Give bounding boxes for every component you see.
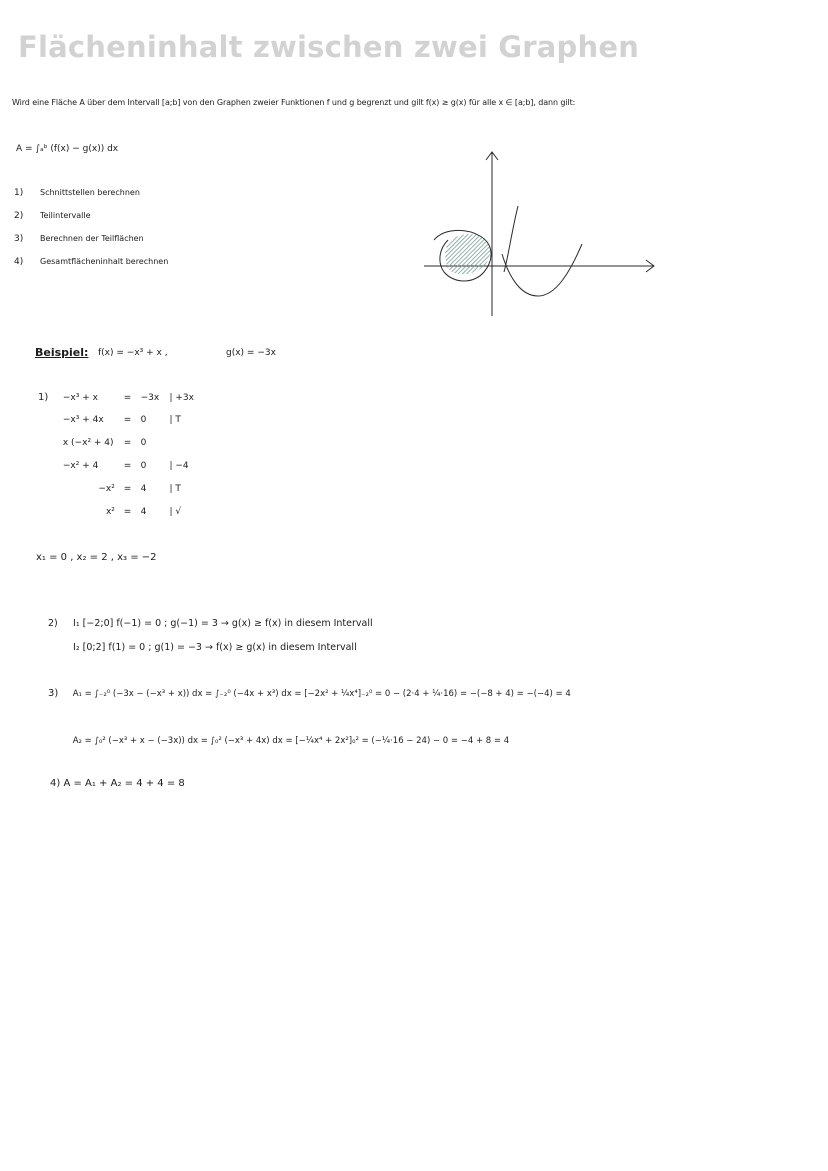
equation-eq: = bbox=[123, 415, 132, 425]
equation-eq: = bbox=[123, 484, 132, 494]
solution-steps bbox=[38, 392, 194, 530]
parabola-curve bbox=[502, 244, 582, 296]
equation-op: | −4 bbox=[169, 461, 189, 471]
interval-text: I₂ [0;2] f(1) = 0 ; g(1) = −3 → f(x) ≥ g(x) in diesem Intervall bbox=[73, 642, 357, 653]
interval-analysis bbox=[48, 618, 373, 666]
example-f: f(x) = −x³ + x , bbox=[98, 348, 168, 358]
step-number: 3) bbox=[48, 688, 59, 699]
equation-line bbox=[38, 415, 194, 438]
list-item bbox=[14, 188, 168, 211]
hatched-area bbox=[445, 234, 490, 274]
equation-lhs: x² bbox=[105, 507, 115, 517]
step-text: Gesamtflächeninhalt berechnen bbox=[40, 257, 169, 266]
function-graph bbox=[418, 148, 658, 320]
list-item bbox=[14, 234, 168, 257]
equation-lhs: −x³ + x bbox=[62, 393, 98, 403]
step-number: 1) bbox=[14, 188, 24, 198]
interval-text: I₁ [−2;0] f(−1) = 0 ; g(−1) = 3 → g(x) ≥ f(x) in diesem Intervall bbox=[73, 618, 373, 629]
interval-line bbox=[48, 642, 373, 666]
equation-rhs: −3x bbox=[140, 393, 160, 403]
equation-eq: = bbox=[123, 507, 132, 517]
example-g: g(x) = −3x bbox=[226, 348, 276, 358]
equation-rhs: 4 bbox=[140, 507, 147, 517]
equation-line bbox=[38, 461, 194, 484]
equation-rhs: 4 bbox=[140, 484, 147, 494]
steep-curve bbox=[504, 206, 518, 272]
equation-eq: = bbox=[123, 461, 132, 471]
integral-text: A₁ = ∫₋₂⁰ (−3x − (−x³ + x)) dx = ∫₋₂⁰ (−4x + x³) dx = [−2x² + ¼x⁴]₋₂⁰ = 0 − (2·4 + ¼·16) = −(−8 + 4) = −(−4) = 4 bbox=[72, 689, 571, 699]
step-text: Berechnen der Teilflächen bbox=[40, 234, 144, 243]
total-area: 4) A = A₁ + A₂ = 4 + 4 = 8 bbox=[50, 778, 185, 789]
equation-op: | T bbox=[169, 484, 181, 494]
integral-a1 bbox=[48, 688, 571, 699]
step-number: 3) bbox=[14, 234, 24, 244]
step-number: 4) bbox=[14, 257, 24, 267]
list-item bbox=[14, 257, 168, 280]
interval-line bbox=[48, 618, 373, 642]
integral-text: A₂ = ∫₀² (−x³ + x − (−3x)) dx = ∫₀² (−x³ + 4x) dx = [−¼x⁴ + 2x²]₀² = (−¼·16 − 24) − 0 = −4 + 8 = 4 bbox=[72, 736, 510, 746]
equation-line bbox=[38, 507, 194, 530]
equation-rhs: 0 bbox=[140, 415, 147, 425]
equation-op: | +3x bbox=[169, 393, 194, 403]
equation-op: | T bbox=[169, 415, 181, 425]
page-title: Flächeninhalt zwischen zwei Graphen bbox=[18, 30, 640, 64]
example-label: Beispiel: bbox=[35, 346, 89, 359]
equation-lhs: x (−x² + 4) bbox=[62, 438, 114, 448]
equation-rhs: 0 bbox=[140, 461, 147, 471]
integral-a2 bbox=[48, 736, 509, 746]
equation-rhs: 0 bbox=[140, 438, 147, 448]
step-number: 2) bbox=[14, 211, 24, 221]
equation-lhs: −x² + 4 bbox=[62, 461, 99, 471]
area-formula: A = ∫ₐᵇ (f(x) − g(x)) dx bbox=[16, 144, 119, 154]
step-text: Schnittstellen berechnen bbox=[40, 188, 140, 197]
step-number: 1) bbox=[38, 392, 49, 403]
equation-line bbox=[38, 392, 194, 415]
list-item bbox=[14, 211, 168, 234]
equation-op: | √ bbox=[169, 507, 182, 517]
equation-line bbox=[38, 438, 194, 461]
equation-eq: = bbox=[123, 393, 132, 403]
equation-lhs: −x² bbox=[98, 484, 115, 494]
equation-line bbox=[38, 484, 194, 507]
equation-lhs: −x³ + 4x bbox=[62, 415, 104, 425]
roots-result: x₁ = 0 , x₂ = 2 , x₃ = −2 bbox=[36, 552, 157, 563]
step-text: Teilintervalle bbox=[40, 211, 91, 220]
equation-eq: = bbox=[123, 438, 132, 448]
procedure-steps bbox=[14, 188, 168, 280]
intro-text: Wird eine Fläche A über dem Intervall [a;b] von den Graphen zweier Funktionen f und g begrenzt und gilt f(x) ≥ g(x) für alle x ∈ [a;b], dann gilt: bbox=[12, 98, 576, 107]
step-number: 2) bbox=[48, 618, 58, 629]
